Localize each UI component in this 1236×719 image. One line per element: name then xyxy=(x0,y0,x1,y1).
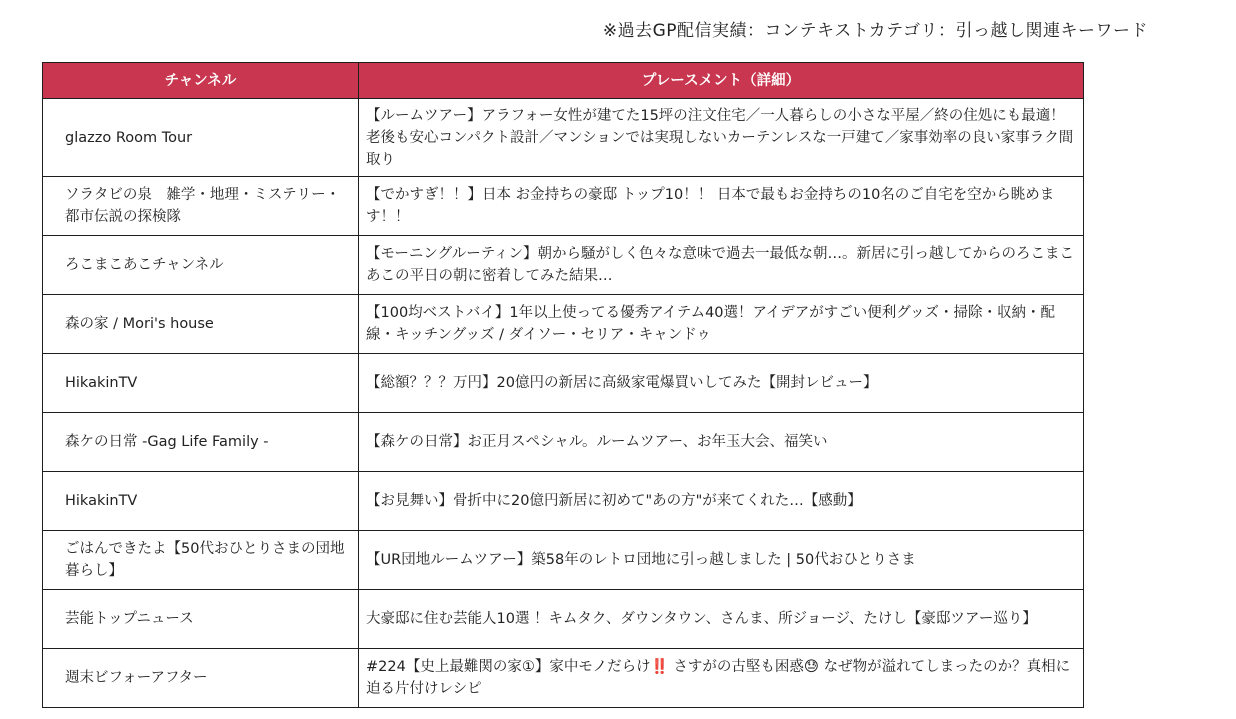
placement-cell: 【ルームツアー】アラフォー女性が建てた15坪の注文住宅／一人暮らしの小さな平屋／終の住処にも最適！老後も安心コンパクト設計／マンションでは実現しないカーテンレスな一戸建て／家事効率の良い家事ラク間取り xyxy=(359,99,1084,177)
table-row xyxy=(43,413,1084,472)
channel-cell: 芸能トップニュース xyxy=(43,590,359,649)
table-row xyxy=(43,354,1084,413)
placement-cell: 大豪邸に住む芸能人10選 ！キムタク、ダウンタウン、さんま、所ジョージ、たけし【豪邸ツアー巡り】 xyxy=(359,590,1084,649)
table-row xyxy=(43,531,1084,590)
report-caption: ※過去GP配信実績：コンテキストカテゴリ：引っ越し関連キーワード xyxy=(602,21,1148,41)
placement-cell: 【お見舞い】骨折中に20億円新居に初めて"あの方"が来てくれた…【感動】 xyxy=(359,472,1084,531)
table-header-row xyxy=(43,63,1084,99)
placement-cell: 【でかすぎ！！】日本 お金持ちの豪邸 トップ10！！ 日本で最もお金持ちの10名のご自宅を空から眺めます！！ xyxy=(359,177,1084,236)
placement-cell: 【モーニングルーティン】朝から騒がしく色々な意味で過去一最低な朝…。新居に引っ越してからのろこまこあこの平日の朝に密着してみた結果… xyxy=(359,236,1084,295)
channel-cell: ろこまこあこチャンネル xyxy=(43,236,359,295)
channel-cell: 森の家 / Mori's house xyxy=(43,295,359,354)
table-row xyxy=(43,177,1084,236)
table-row xyxy=(43,649,1084,708)
table-row xyxy=(43,590,1084,649)
placement-table xyxy=(42,62,1084,708)
table-row xyxy=(43,472,1084,531)
channel-cell: HikakinTV xyxy=(43,354,359,413)
channel-cell: ソラタビの泉 雑学・地理・ミステリー・都市伝説の探検隊 xyxy=(43,177,359,236)
table-row xyxy=(43,295,1084,354)
channel-cell: ごはんできたよ【50代おひとりさまの団地暮らし】 xyxy=(43,531,359,590)
channel-cell: glazzo Room Tour xyxy=(43,99,359,177)
table-row xyxy=(43,99,1084,177)
placement-cell: 【総額？？？万円】20億円の新居に高級家電爆買いしてみた【開封レビュー】 xyxy=(359,354,1084,413)
channel-cell: 週末ビフォーアフター xyxy=(43,649,359,708)
channel-column-header: チャンネル xyxy=(43,63,359,99)
placement-cell: 【UR団地ルームツアー】築58年のレトロ団地に引っ越しました | 50代おひとりさま xyxy=(359,531,1084,590)
placement-cell: 【森ケの日常】お正月スペシャル。ルームツアー、お年玉大会、福笑い xyxy=(359,413,1084,472)
placement-cell: #224【史上最難関の家①】家中モノだらけ‼️ さすがの古堅も困惑😓 なぜ物が溢れてしまったのか？真相に迫る片付けレシピ xyxy=(359,649,1084,708)
table-row xyxy=(43,236,1084,295)
placement-column-header: プレースメント（詳細） xyxy=(359,63,1084,99)
channel-cell: HikakinTV xyxy=(43,472,359,531)
placement-cell: 【100均ベストバイ】1年以上使ってる優秀アイテム40選！アイデアがすごい便利グッズ・掃除・収納・配線・キッチングッズ / ダイソー・セリア・キャンドゥ xyxy=(359,295,1084,354)
channel-cell: 森ケの日常 -Gag Life Family - xyxy=(43,413,359,472)
